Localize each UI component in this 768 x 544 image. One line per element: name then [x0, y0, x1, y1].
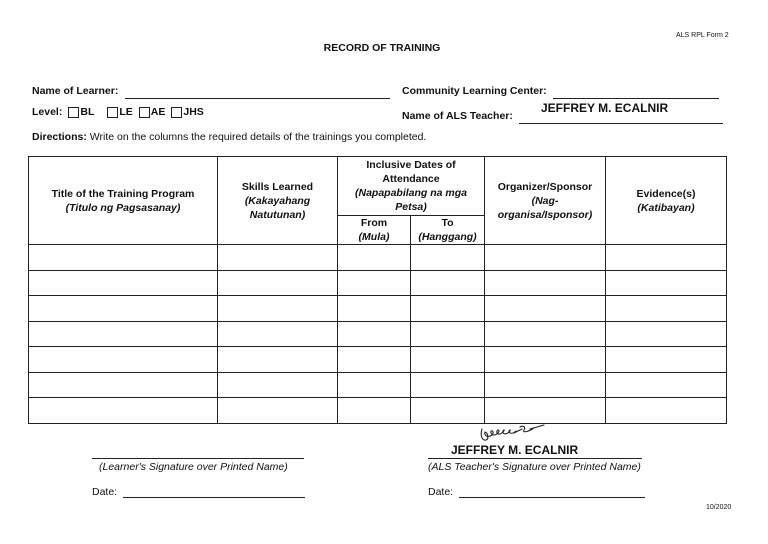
cell-evidence[interactable]: [606, 270, 727, 296]
learner-date-field[interactable]: [123, 487, 305, 498]
col-skills-sub: (Kakayahang Natutunan): [244, 194, 311, 221]
level-option-bl: BL: [80, 106, 95, 118]
col-title-sub: (Titulo ng Pagsasanay): [65, 201, 181, 214]
cell-to[interactable]: [411, 372, 485, 398]
cell-skills[interactable]: [218, 372, 338, 398]
cell-from[interactable]: [338, 347, 411, 373]
level-option-jhs: JHS: [183, 106, 204, 118]
col-organizer-label: Organizer/Sponsor: [497, 180, 593, 193]
col-header-dates: [338, 157, 485, 216]
cell-skills[interactable]: [218, 347, 338, 373]
cell-evidence[interactable]: [606, 347, 727, 373]
cell-title[interactable]: [29, 398, 218, 424]
learner-signature-line[interactable]: [92, 458, 304, 459]
learner-name-row: [32, 81, 390, 99]
clc-row: [402, 81, 719, 99]
cell-organizer[interactable]: [485, 398, 606, 424]
revision-date: 10/2020: [706, 504, 732, 511]
cell-from[interactable]: [338, 245, 411, 271]
directions-text: Write on the columns the required details of the trainings you completed.: [89, 131, 427, 143]
clc-label: Community Learning Center:: [402, 85, 547, 97]
teacher-date-label: Date:: [428, 486, 454, 498]
cell-from[interactable]: [338, 398, 411, 424]
learner-signature-caption: (Learner's Signature over Printed Name): [99, 461, 288, 473]
learner-name-label: Name of Learner:: [32, 85, 119, 97]
teacher-signature-image: [476, 421, 548, 445]
form-code: ALS RPL Form 2: [676, 32, 729, 39]
teacher-signature-line[interactable]: [428, 458, 642, 459]
col-header-title: [29, 157, 218, 245]
cell-to[interactable]: [411, 398, 485, 424]
page-title: RECORD OF TRAINING: [323, 42, 441, 54]
cell-organizer[interactable]: [485, 372, 606, 398]
subcol-header-to: [411, 216, 485, 245]
learner-date-row: [92, 486, 305, 498]
cell-evidence[interactable]: [606, 245, 727, 271]
subcol-from-sub: (Mula): [358, 231, 390, 243]
teacher-date-row: [428, 486, 645, 498]
clc-field[interactable]: [553, 88, 719, 99]
cell-title[interactable]: [29, 296, 218, 322]
col-dates-sub: (Napapabilang na mga Petsa): [354, 187, 468, 213]
table-row: [29, 321, 727, 347]
cell-to[interactable]: [411, 245, 485, 271]
col-header-organizer: [485, 157, 606, 245]
subcol-header-from: [338, 216, 411, 245]
level-checkbox-jhs[interactable]: [171, 107, 182, 118]
subcol-to-label: To: [441, 217, 454, 229]
col-header-skills: [218, 157, 338, 245]
level-row: [32, 106, 204, 118]
cell-title[interactable]: [29, 270, 218, 296]
level-option-le: LE: [119, 106, 133, 118]
subcol-to-sub: (Hanggang): [418, 231, 477, 243]
cell-organizer[interactable]: [485, 296, 606, 322]
table-row: [29, 372, 727, 398]
table-row: [29, 398, 727, 424]
training-table: [28, 156, 727, 424]
cell-evidence[interactable]: [606, 296, 727, 322]
teacher-name-value: JEFFREY M. ECALNIR: [541, 101, 669, 115]
level-checkbox-le[interactable]: [107, 107, 118, 118]
col-organizer-sub: (Nag-organisa/Isponsor): [497, 194, 593, 221]
level-option-ae: AE: [150, 106, 166, 118]
cell-skills[interactable]: [218, 321, 338, 347]
cell-organizer[interactable]: [485, 245, 606, 271]
level-checkbox-bl[interactable]: [68, 107, 79, 118]
cell-from[interactable]: [338, 296, 411, 322]
cell-organizer[interactable]: [485, 321, 606, 347]
cell-from[interactable]: [338, 372, 411, 398]
table-row: [29, 296, 727, 322]
subcol-from-label: From: [360, 217, 388, 229]
col-evidence-sub: (Katibayan): [637, 201, 695, 214]
col-header-evidence: [606, 157, 727, 245]
directions-label: Directions:: [32, 131, 87, 143]
cell-title[interactable]: [29, 372, 218, 398]
cell-title[interactable]: [29, 321, 218, 347]
cell-from[interactable]: [338, 270, 411, 296]
teacher-printed-name: JEFFREY M. ECALNIR: [451, 443, 579, 457]
cell-skills[interactable]: [218, 245, 338, 271]
cell-to[interactable]: [411, 347, 485, 373]
table-row: [29, 347, 727, 373]
col-skills-label: Skills Learned: [241, 180, 314, 193]
teacher-name-label: Name of ALS Teacher:: [402, 110, 513, 122]
teacher-date-field[interactable]: [459, 487, 645, 498]
cell-to[interactable]: [411, 321, 485, 347]
cell-to[interactable]: [411, 270, 485, 296]
cell-evidence[interactable]: [606, 372, 727, 398]
cell-evidence[interactable]: [606, 321, 727, 347]
table-row: [29, 270, 727, 296]
cell-organizer[interactable]: [485, 270, 606, 296]
teacher-signature-caption: (ALS Teacher's Signature over Printed Name): [428, 461, 641, 473]
cell-to[interactable]: [411, 296, 485, 322]
cell-title[interactable]: [29, 347, 218, 373]
directions: [32, 131, 426, 143]
cell-skills[interactable]: [218, 398, 338, 424]
col-evidence-label: Evidence(s): [636, 187, 696, 200]
col-title-label: Title of the Training Program: [51, 187, 195, 200]
learner-name-field[interactable]: [125, 88, 390, 99]
cell-title[interactable]: [29, 245, 218, 271]
table-row: [29, 245, 727, 271]
cell-from[interactable]: [338, 321, 411, 347]
learner-date-label: Date:: [92, 486, 118, 498]
cell-evidence[interactable]: [606, 398, 727, 424]
col-dates-label: Inclusive Dates of Attendance: [366, 159, 456, 185]
cell-skills[interactable]: [218, 296, 338, 322]
cell-skills[interactable]: [218, 270, 338, 296]
level-checkbox-ae[interactable]: [139, 107, 150, 118]
cell-organizer[interactable]: [485, 347, 606, 373]
level-label: Level:: [32, 106, 63, 118]
